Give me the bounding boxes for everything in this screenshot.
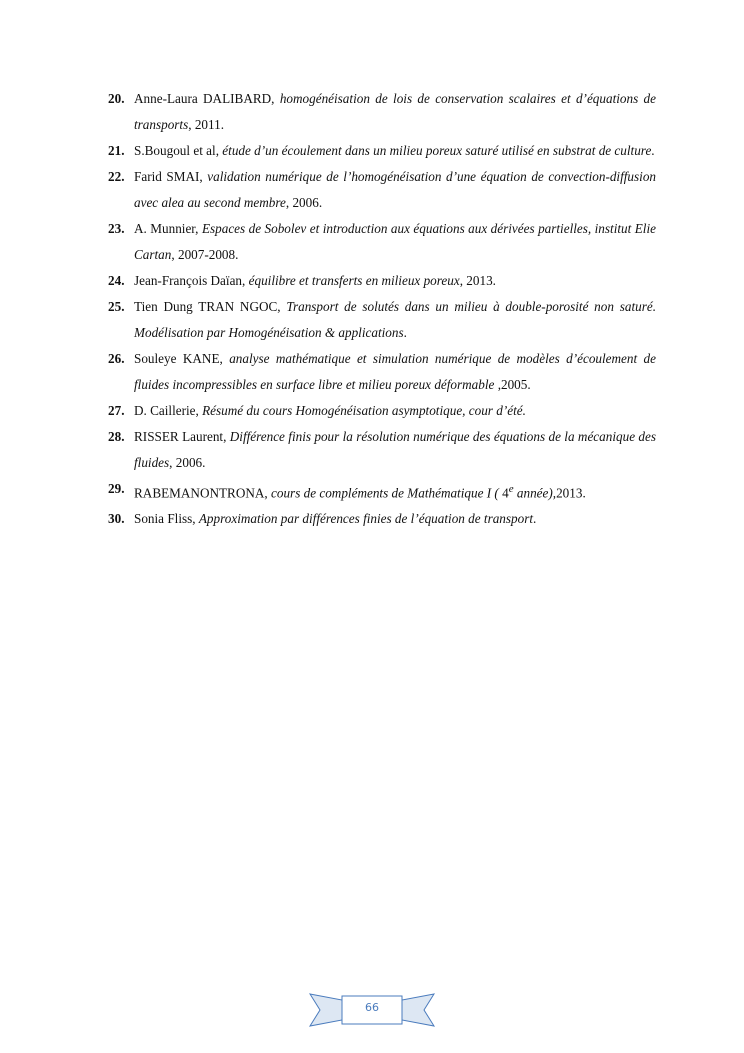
- reference-number: 22.: [108, 169, 125, 184]
- reference-author: Souleye KANE,: [134, 351, 230, 366]
- reference-item: [108, 294, 656, 346]
- reference-number: 23.: [108, 221, 125, 236]
- reference-number: 30.: [108, 511, 125, 527]
- reference-title: analyse mathématique et simulation numérique de modèles d’écoulement de fluides incompressibles en surface libre et milieu poreux déformable: [134, 351, 656, 392]
- reference-author: Jean-François Daïan,: [134, 273, 249, 288]
- reference-title: équilibre et transferts en milieux poreux: [248, 273, 460, 288]
- reference-title: étude d’un écoulement dans un milieu poreux saturé utilisé en substrat de culture: [222, 143, 652, 158]
- reference-author: RABEMANONTRONA,: [134, 485, 272, 501]
- reference-author: RISSER Laurent,: [134, 429, 230, 444]
- reference-number: 20.: [108, 91, 125, 106]
- reference-tail: , 2006.: [285, 195, 323, 210]
- reference-title: Approximation par différences finies de l’équation de transport: [198, 511, 534, 527]
- reference-item: [108, 424, 656, 476]
- page-footer: [308, 990, 436, 1030]
- reference-tail: .: [403, 325, 407, 340]
- reference-tail: , 2011.: [188, 117, 225, 132]
- reference-item: [108, 476, 656, 506]
- reference-tail: ,2005.: [497, 377, 531, 392]
- reference-author: A. Munnier,: [134, 221, 202, 236]
- reference-number: 24.: [108, 273, 125, 288]
- reference-number: 29.: [108, 481, 125, 496]
- reference-ordinal: 4: [502, 485, 509, 501]
- reference-title: validation numérique de l’homogénéisation d’une équation de convection-diffusion avec alea au second membre: [134, 169, 657, 210]
- reference-title: Espaces de Sobolev et introduction aux équations aux dérivées partielles, institut Elie Cartan: [134, 221, 656, 262]
- reference-item: [108, 398, 656, 424]
- reference-tail: 2013.: [556, 485, 586, 501]
- reference-tail: .: [533, 511, 537, 527]
- reference-author: D. Caillerie,: [134, 403, 203, 418]
- reference-number: 27.: [108, 403, 125, 418]
- reference-list: [108, 86, 656, 532]
- reference-item: [108, 86, 656, 138]
- reference-title: Résumé du cours Homogénéisation asymptotique, cour d’été.: [202, 403, 526, 418]
- reference-title: cours de compléments de Mathématique I (: [271, 485, 503, 501]
- reference-item: [108, 506, 656, 532]
- reference-title: Différence finis pour la résolution numérique des équations de la mécanique des fluides: [134, 429, 656, 470]
- reference-author: Tien Dung TRAN NGOC,: [134, 299, 287, 314]
- reference-item: [108, 138, 656, 164]
- reference-number: 26.: [108, 351, 125, 366]
- reference-number: 28.: [108, 429, 125, 444]
- reference-author: Anne-Laura DALIBARD,: [134, 91, 280, 106]
- reference-number: 25.: [108, 299, 125, 314]
- reference-number: 21.: [108, 143, 125, 158]
- reference-author: Farid SMAI,: [134, 169, 208, 184]
- reference-item: [108, 216, 656, 268]
- reference-title-continued: année),: [513, 485, 557, 501]
- reference-title: Transport de solutés dans un milieu à double-porosité non saturé. Modélisation par Homogénéisation & applications: [134, 299, 656, 340]
- reference-superscript: e: [508, 483, 514, 495]
- reference-tail: , 2006.: [169, 455, 206, 470]
- reference-author: S.Bougoul et al,: [134, 143, 223, 158]
- reference-title: homogénéisation de lois de conservation scalaires et d’équations de transports: [134, 91, 657, 132]
- reference-item: [108, 268, 656, 294]
- reference-tail: , 2013.: [459, 273, 496, 288]
- reference-tail: .: [651, 143, 655, 158]
- reference-tail: , 2007-2008.: [171, 247, 239, 262]
- reference-item: [108, 164, 656, 216]
- page-number: 66: [365, 1001, 379, 1014]
- reference-item: [108, 346, 656, 398]
- reference-author: Sonia Fliss,: [134, 511, 199, 527]
